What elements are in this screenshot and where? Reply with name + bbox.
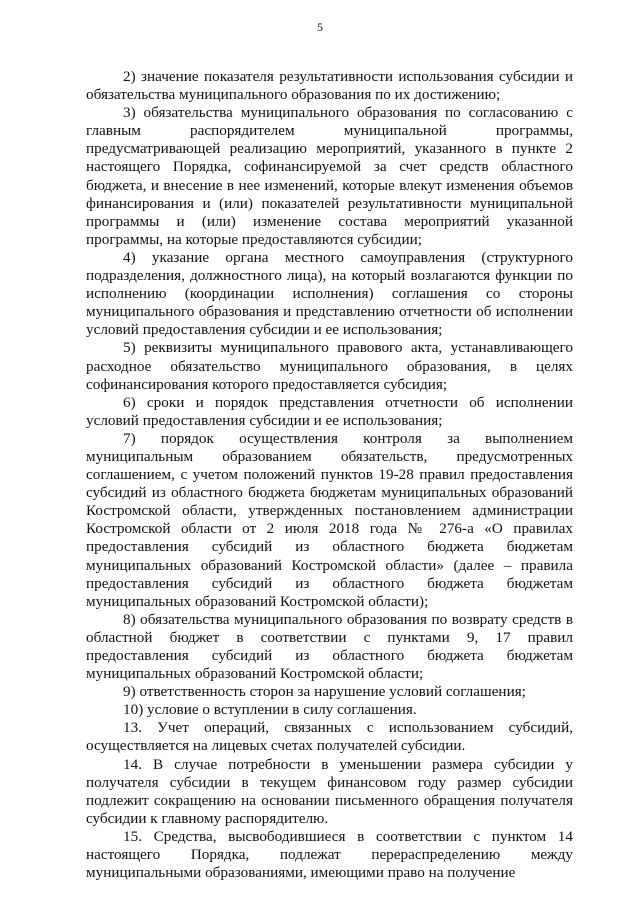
- paragraph-clause-15: 15. Средства, высвободившиеся в соответствии с пунктом 14 настоящего Порядка, подлежат перераспределению между муниципальными образованиями, имеющими право на получение: [86, 827, 573, 882]
- paragraph-clause-14: 14. В случае потребности в уменьшении размера субсидии у получателя субсидии в текущем финансовом году размер субсидии подлежит сокращению на основании письменного обращения получателя субсидии к главному распорядителю.: [86, 755, 573, 827]
- paragraph-item-6: 6) сроки и порядок представления отчетности об исполнении условий предоставления субсидии и ее использования;: [86, 393, 573, 429]
- paragraph-item-7: 7) порядок осуществления контроля за выполнением муниципальным образованием обязательств, предусмотренных соглашением, с учетом положений пунктов 19-28 правил предоставления субсидий из областного бюджета бюджетам муниципальных образований Костромской области, утвержденных постановлением администрации Костромской области от 2 июля 2018 года № 276-а «О правилах предоставления субсидий из областного бюджета бюджетам муниципальных образований Костромской области» (далее – правила предоставления субсидий из областного бюджета бюджетам муниципальных образований Костромской области);: [86, 429, 573, 610]
- paragraph-item-4: 4) указание органа местного самоуправления (структурного подразделения, должностного лица), на который возлагаются функции по исполнению (координации исполнения) соглашения со стороны муниципального образования и представлению отчетности об исполнении условий предоставления субсидии и ее использования;: [86, 248, 573, 339]
- page-number: 5: [317, 20, 323, 34]
- paragraph-item-2: 2) значение показателя результативности использования субсидии и обязательства муниципального образования по их достижению;: [86, 68, 573, 104]
- paragraph-item-10: 10) условие о вступлении в силу соглашения.: [123, 701, 417, 719]
- paragraph-item-3: 3) обязательства муниципального образования по согласованию с главным распорядителем муниципальной программы, предусматривающей реализацию мероприятий, указанного в пункте 2 настоящего Порядка, софинансируемой за счет средств областного бюджета, и внесение в нее изменений, которые влекут изменения объемов финансирования и (или) показателей результативности муниципальной программы и (или) изменение состава мероприятий указанной программы, на которые предоставляются субсидии;: [86, 104, 573, 248]
- paragraph-item-9: 9) ответственность сторон за нарушение условий соглашения;: [123, 683, 526, 701]
- paragraph-item-8: 8) обязательства муниципального образования по возврату средств в областной бюджет в соответствии с пунктами 9, 17 правил предоставления субсидий из областного бюджета бюджетам муниципальных образований Костромской области;: [86, 610, 573, 683]
- paragraph-clause-13: 13. Учет операций, связанных с использованием субсидий, осуществляется на лицевых счетах получателей субсидии.: [86, 719, 573, 755]
- paragraph-item-5: 5) реквизиты муниципального правового акта, устанавливающего расходное обязательство муниципального образования, в целях софинансирования которого предоставляется субсидия;: [86, 339, 573, 393]
- document-body: [86, 68, 573, 882]
